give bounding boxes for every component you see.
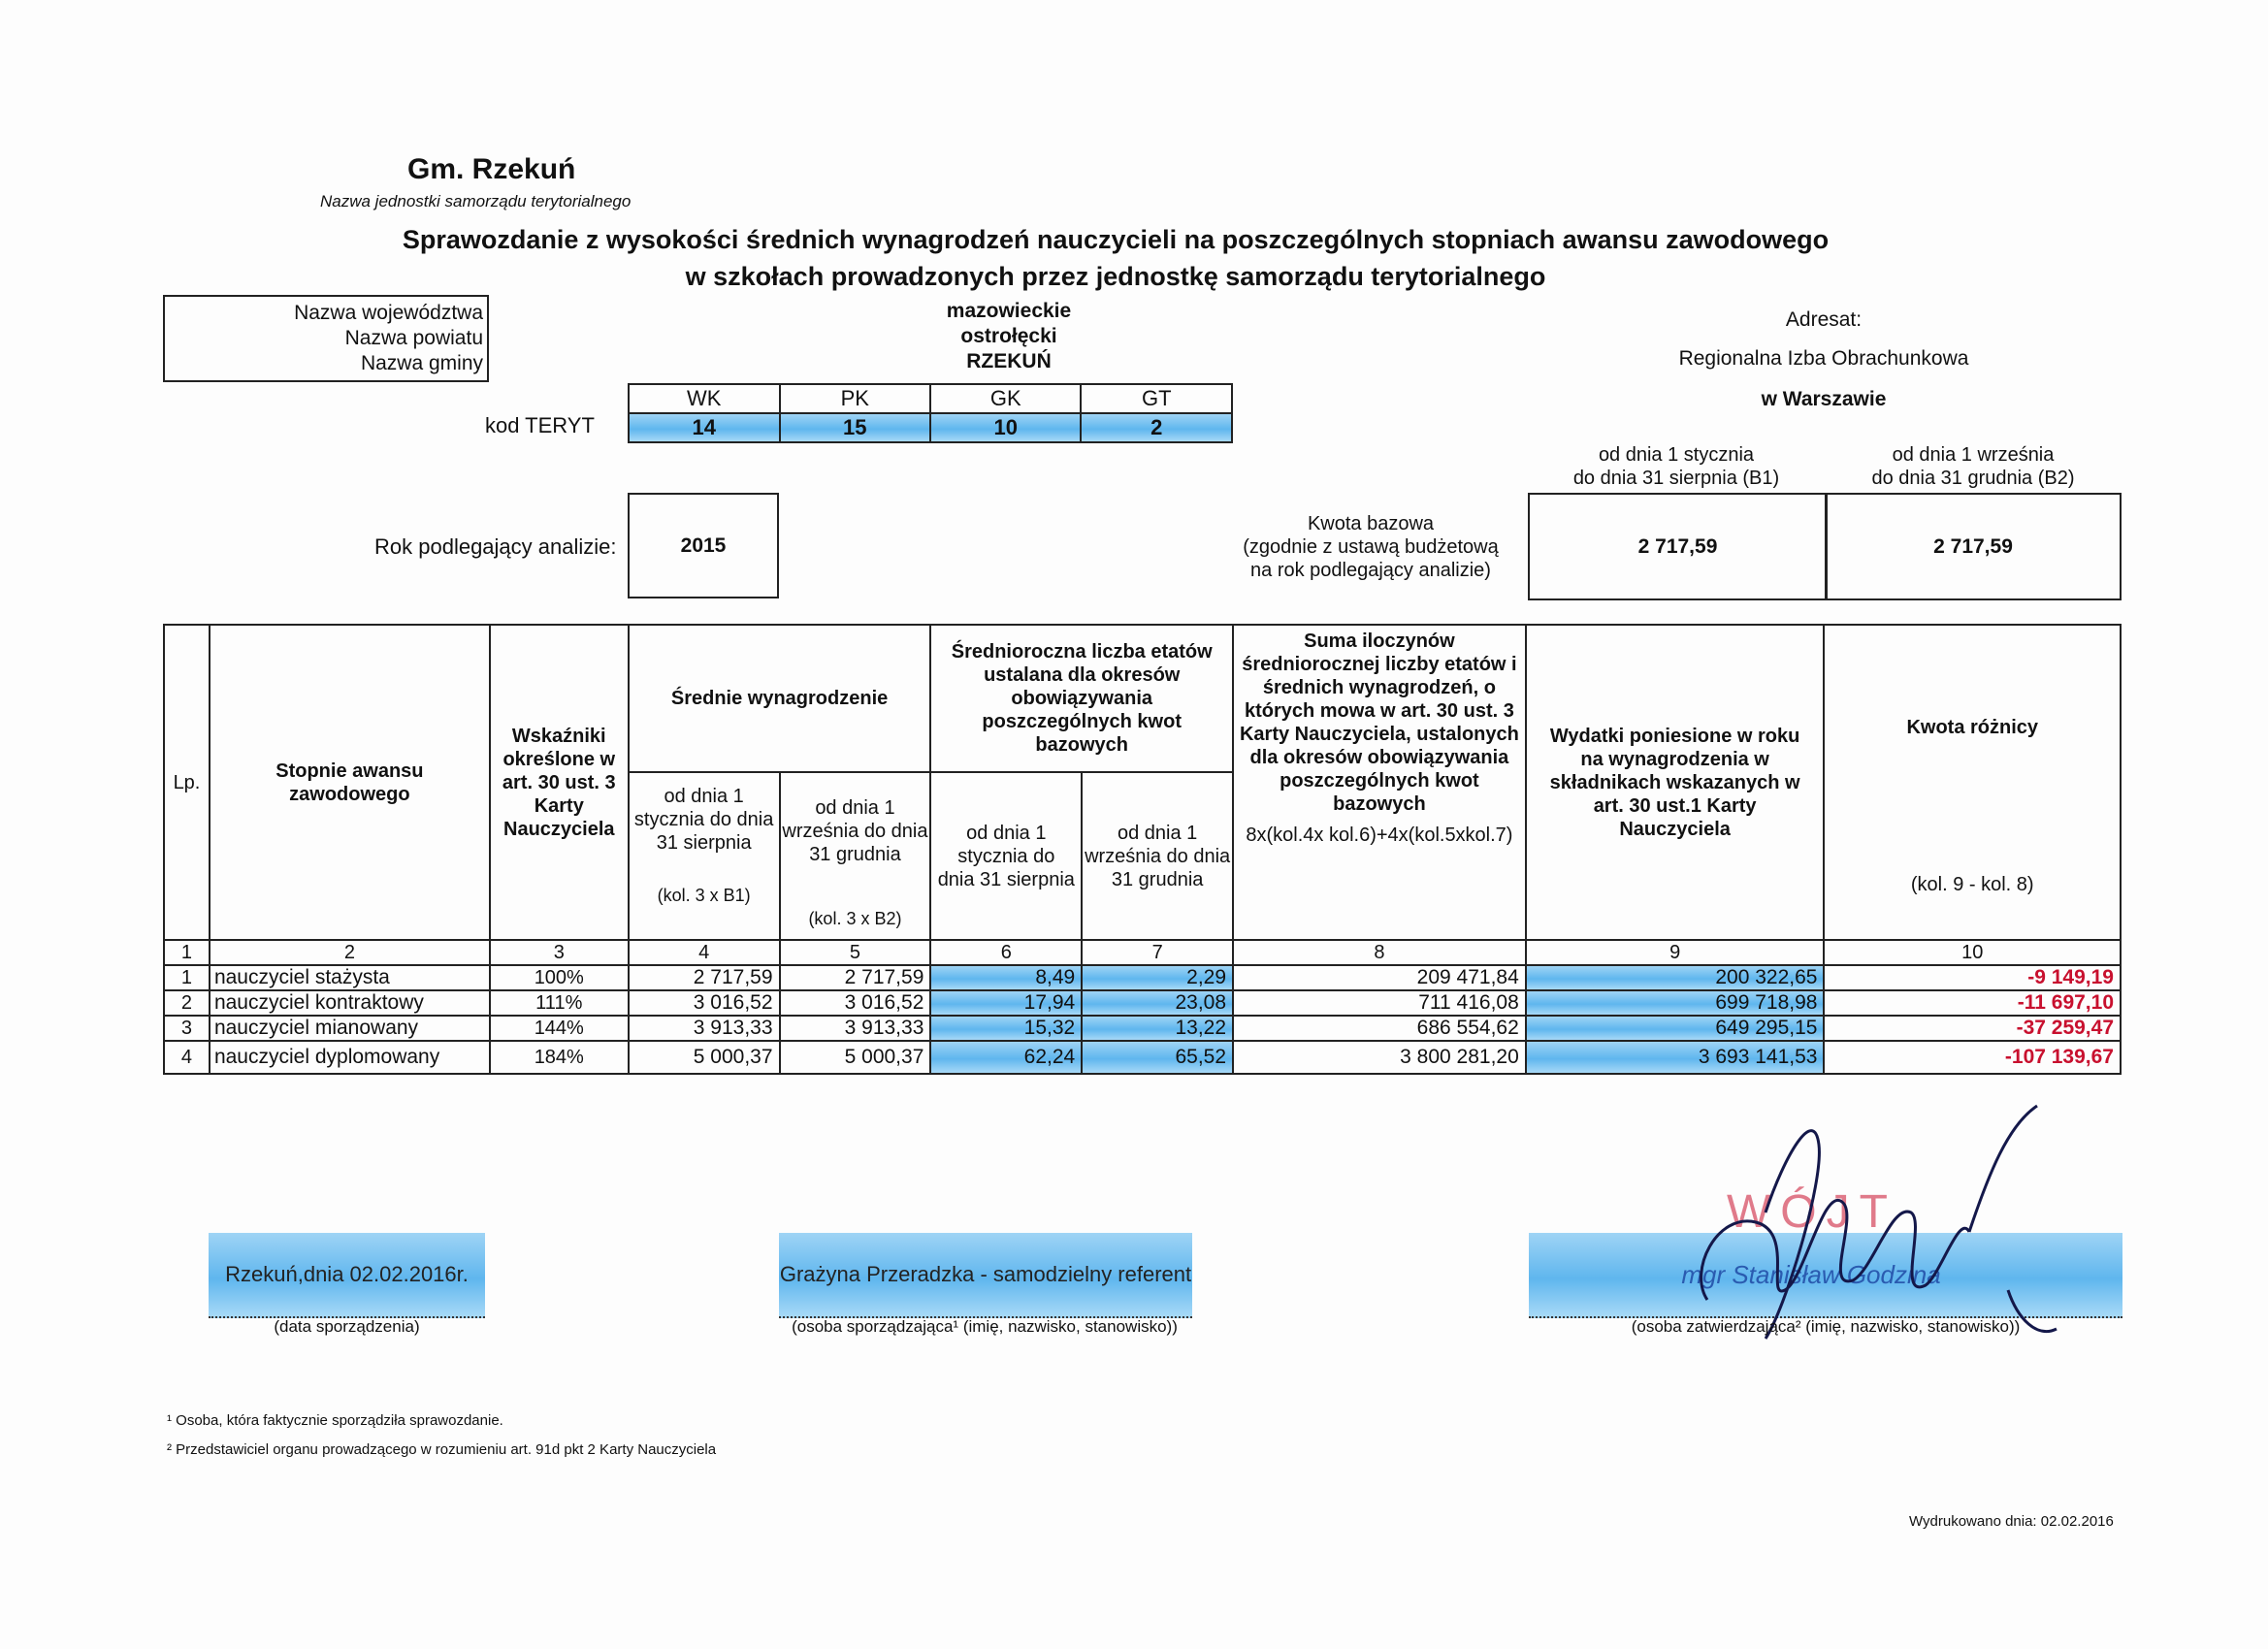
approver-stamp: WÓJT	[1727, 1186, 1897, 1238]
row-etaty-b1: 17,94	[930, 990, 1082, 1016]
b1-header	[1528, 443, 1825, 490]
b1-header-line1: od dnia 1 stycznia	[1598, 444, 1755, 466]
preparer-caption: (osoba sporządzająca¹ (imię, nazwisko, stanowisko))	[792, 1317, 1178, 1336]
row-srednie-b2: 3 016,52	[780, 990, 931, 1016]
header-roznica-note: (kol. 9 - kol. 8)	[1910, 873, 2034, 895]
preparer-field: Grażyna Przeradzka - samodzielny referent	[779, 1233, 1192, 1318]
row-roznica: -107 139,67	[1824, 1041, 2121, 1074]
row-srednie-b1: 2 717,59	[629, 965, 780, 990]
table-row	[164, 1041, 2121, 1074]
row-roznica: -11 697,10	[1824, 990, 2121, 1016]
header-etaty-b1: od dnia 1 stycznia do dnia 31 sierpnia	[930, 772, 1082, 940]
addressee-block	[1610, 299, 2037, 421]
date-caption: (data sporządzenia)	[274, 1317, 420, 1336]
header-srednie-b1	[629, 772, 780, 940]
approver-caption: (osoba zatwierdzająca² (imię, nazwisko, stanowisko))	[1631, 1317, 2021, 1336]
header-srednie-b2	[780, 772, 931, 940]
row-etaty-b2: 65,52	[1082, 1041, 1233, 1074]
row-stopien: nauczyciel stażysta	[210, 965, 490, 990]
row-roznica: -9 149,19	[1824, 965, 2121, 990]
teryt-value-wk: 14	[629, 413, 780, 442]
row-suma: 3 800 281,20	[1233, 1041, 1526, 1074]
teryt-header-gk: GK	[930, 384, 1082, 413]
row-lp: 2	[164, 990, 210, 1016]
b2-header-line1: od dnia 1 września	[1892, 444, 2055, 466]
row-srednie-b1: 3 913,33	[629, 1016, 780, 1041]
report-title-line2: w szkołach prowadzonych przez jednostkę samorządu terytorialnego	[685, 262, 1546, 291]
addressee-name: Regionalna Izba Obrachunkowa	[1678, 347, 1969, 370]
commune-value: RZEKUŃ	[966, 350, 1052, 372]
header-roznica-text: Kwota różnicy	[1906, 716, 2039, 738]
teryt-header-wk: WK	[629, 384, 780, 413]
row-wydatki: 3 693 141,53	[1526, 1041, 1825, 1074]
row-stopien: nauczyciel dyplomowany	[210, 1041, 490, 1074]
header-etaty-b2: od dnia 1 września do dnia 31 grudnia	[1082, 772, 1233, 940]
col-number: 6	[930, 940, 1082, 965]
row-wydatki: 699 718,98	[1526, 990, 1825, 1016]
handwritten-signature-icon	[1649, 1096, 2076, 1348]
row-etaty-b1: 8,49	[930, 965, 1082, 990]
teryt-value-gk: 10	[930, 413, 1082, 442]
row-srednie-b1: 3 016,52	[629, 990, 780, 1016]
row-lp: 4	[164, 1041, 210, 1074]
row-srednie-b2: 3 913,33	[780, 1016, 931, 1041]
b1-header-line2: do dnia 31 sierpnia (B1)	[1572, 468, 1780, 489]
teryt-header-pk: PK	[780, 384, 930, 413]
header-srednie: Średnie wynagrodzenie	[629, 625, 931, 772]
column-numbers-row	[164, 940, 2121, 965]
base-amount-label-line1: Kwota bazowa	[1307, 513, 1435, 534]
header-wskazniki: Wskaźniki określone w art. 30 ust. 3 Karty Nauczyciela	[490, 625, 629, 940]
col-number: 7	[1082, 940, 1233, 965]
location-labels-box	[163, 295, 489, 382]
year-label: Rok podlegający analizie:	[374, 534, 617, 559]
teryt-value-pk: 15	[780, 413, 930, 442]
header-srednie-b1-text: od dnia 1 stycznia do dnia 31 sierpnia	[633, 786, 774, 854]
row-roznica: -37 259,47	[1824, 1016, 2121, 1041]
footnote-2: ² Przedstawiciel organu prowadzącego w rozumieniu art. 91d pkt 2 Karty Nauczyciela	[167, 1441, 717, 1458]
header-lp: Lp.	[164, 625, 210, 940]
header-suma-text: Suma iloczynów średniorocznej liczby etatów i średnich wynagrodzeń, o których mowa w art. 30 ust. 3 Karty Nauczyciela, ustalonych dla okresów obowiązywania poszczególnych kwot bazowych	[1239, 630, 1519, 815]
teryt-header-gt: GT	[1081, 384, 1232, 413]
table-row	[164, 965, 2121, 990]
row-stopien: nauczyciel mianowany	[210, 1016, 490, 1041]
header-wydatki: Wydatki poniesione w roku na wynagrodzenia w składnikach wskazanych w art. 30 ust.1 Karty Nauczyciela	[1526, 625, 1825, 940]
row-suma: 711 416,08	[1233, 990, 1526, 1016]
county-value: ostrołęcki	[960, 325, 1057, 347]
year-value: 2015	[628, 493, 779, 598]
addressee-city: w Warszawie	[1761, 388, 1887, 410]
row-wskaznik: 144%	[490, 1016, 629, 1041]
base-amount-label-line3: na rok podlegający analizie)	[1250, 560, 1491, 581]
teryt-value-gt: 2	[1081, 413, 1232, 442]
table-row	[164, 990, 2121, 1016]
col-number: 8	[1233, 940, 1526, 965]
header-suma-note: 8x(kol.4x kol.6)+4x(kol.5xkol.7)	[1246, 824, 1513, 846]
addressee-label: Adresat:	[1785, 308, 1863, 331]
base-amount-label-line2: (zgodnie z ustawą budżetową	[1243, 536, 1499, 558]
date-field: Rzekuń,dnia 02.02.2016r.	[209, 1233, 485, 1318]
row-wydatki: 649 295,15	[1526, 1016, 1825, 1041]
row-lp: 1	[164, 965, 210, 990]
header-roznica	[1824, 625, 2121, 940]
header-srednie-b2-text: od dnia 1 września do dnia 31 grudnia	[782, 797, 928, 865]
footnote-1: ¹ Osoba, która faktycznie sporządziła sprawozdanie.	[167, 1412, 503, 1429]
teryt-label: kod TERYT	[485, 413, 595, 437]
base-amount-b2: 2 717,59	[1825, 493, 2122, 600]
row-suma: 686 554,62	[1233, 1016, 1526, 1041]
header-stopnie: Stopnie awansu zawodowego	[210, 625, 490, 940]
col-number: 2	[210, 940, 490, 965]
row-wskaznik: 111%	[490, 990, 629, 1016]
row-etaty-b1: 62,24	[930, 1041, 1082, 1074]
header-srednie-b2-note: (kol. 3 x B2)	[808, 909, 902, 928]
col-number: 5	[780, 940, 931, 965]
base-amount-label	[1220, 512, 1521, 582]
row-srednie-b1: 5 000,37	[629, 1041, 780, 1074]
col-number: 9	[1526, 940, 1825, 965]
row-etaty-b2: 2,29	[1082, 965, 1233, 990]
base-amount-b1: 2 717,59	[1528, 493, 1828, 600]
row-wydatki: 200 322,65	[1526, 965, 1825, 990]
report-title-line1: Sprawozdanie z wysokości średnich wynagrodzeń nauczycieli na poszczególnych stopniach awansu zawodowego	[402, 225, 1830, 254]
col-number: 4	[629, 940, 780, 965]
approver-name: mgr Stanisław Godzina	[1681, 1259, 1941, 1289]
col-number: 1	[164, 940, 210, 965]
header-suma	[1233, 625, 1526, 940]
location-values	[854, 299, 1164, 374]
col-number: 3	[490, 940, 629, 965]
unit-caption: Nazwa jednostki samorządu terytorialnego	[320, 192, 632, 210]
unit-name: Gm. Rzekuń	[407, 153, 576, 185]
col-number: 10	[1824, 940, 2121, 965]
row-wskaznik: 100%	[490, 965, 629, 990]
printed-date: Wydrukowano dnia: 02.02.2016	[1909, 1513, 2114, 1530]
row-stopien: nauczyciel kontraktowy	[210, 990, 490, 1016]
county-label: Nazwa powiatu	[344, 327, 483, 349]
row-etaty-b2: 13,22	[1082, 1016, 1233, 1041]
voivodeship-value: mazowieckie	[946, 300, 1072, 322]
header-etaty: Średnioroczna liczba etatów ustalana dla okresów obowiązywania poszczególnych kwot bazowych	[930, 625, 1233, 772]
row-lp: 3	[164, 1016, 210, 1041]
row-etaty-b2: 23,08	[1082, 990, 1233, 1016]
row-wskaznik: 184%	[490, 1041, 629, 1074]
b2-header-line2: do dnia 31 grudnia (B2)	[1871, 468, 2075, 489]
table-row	[164, 1016, 2121, 1041]
salary-table	[163, 624, 2122, 1075]
row-srednie-b2: 2 717,59	[780, 965, 931, 990]
commune-label: Nazwa gminy	[360, 352, 483, 374]
voivodeship-label: Nazwa województwa	[294, 302, 483, 324]
b2-header	[1825, 443, 2122, 490]
row-srednie-b2: 5 000,37	[780, 1041, 931, 1074]
header-srednie-b1-note: (kol. 3 x B1)	[657, 886, 751, 905]
row-suma: 209 471,84	[1233, 965, 1526, 990]
row-etaty-b1: 15,32	[930, 1016, 1082, 1041]
teryt-table	[628, 383, 1233, 443]
